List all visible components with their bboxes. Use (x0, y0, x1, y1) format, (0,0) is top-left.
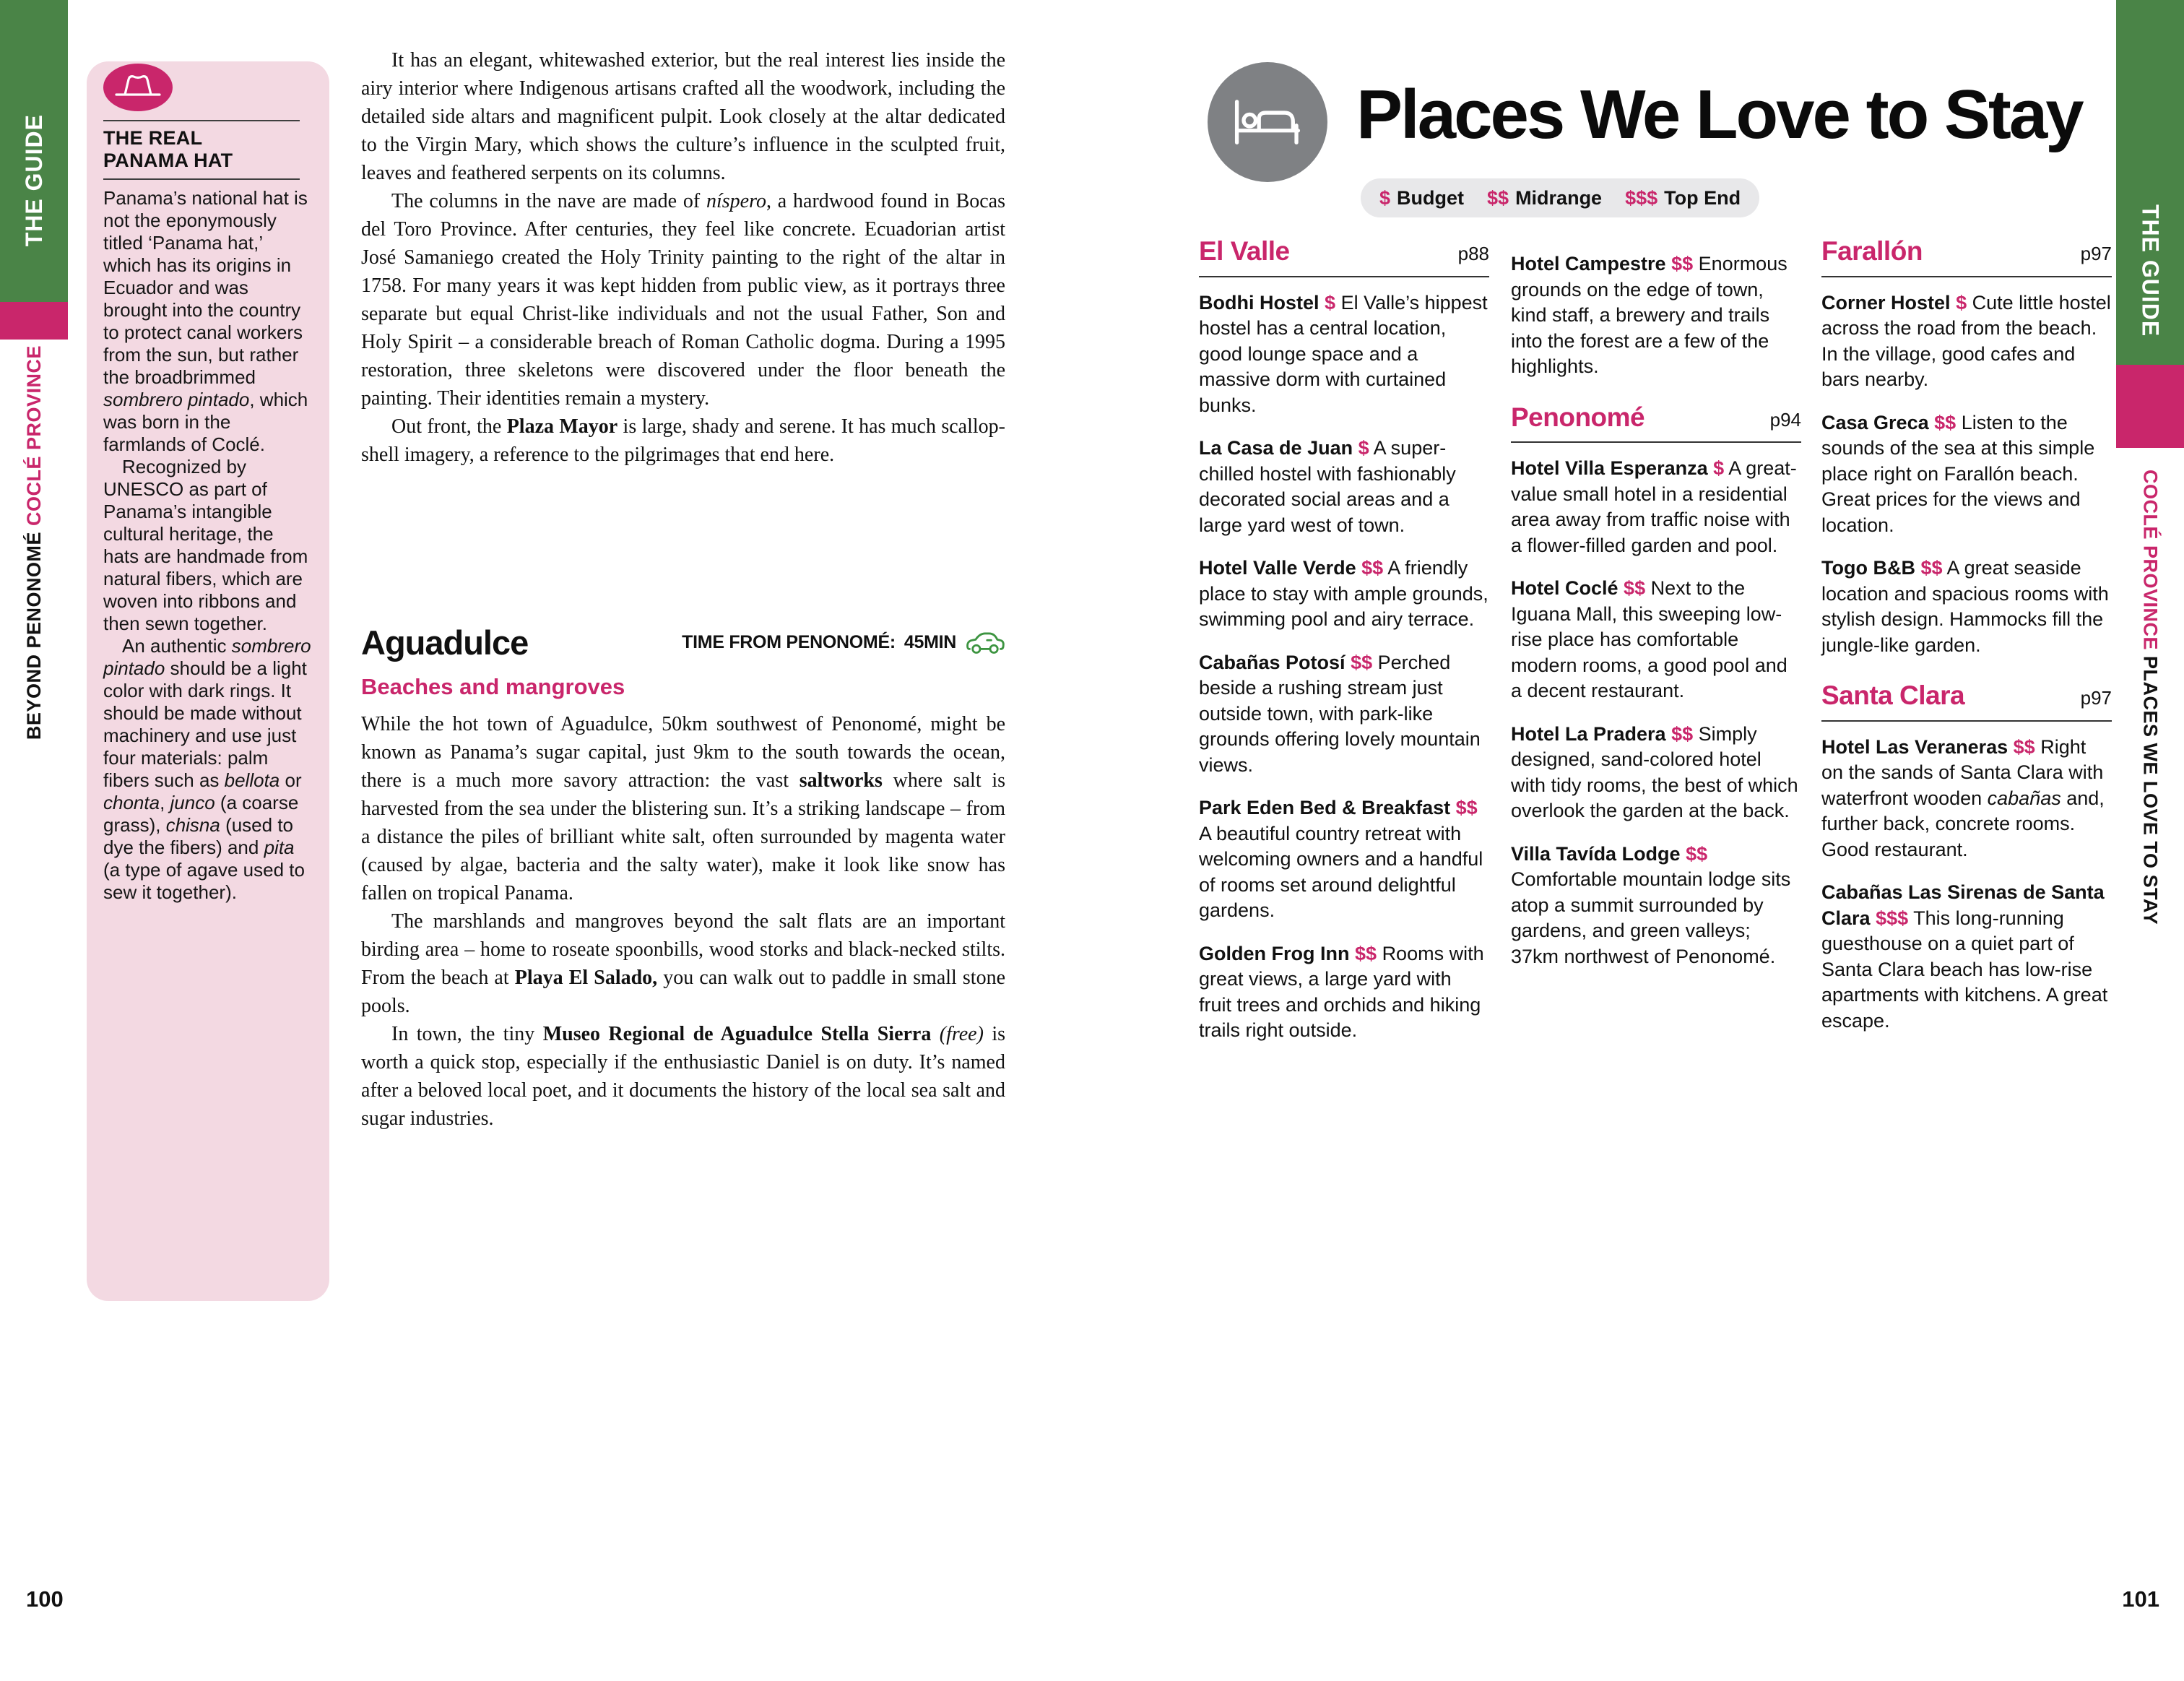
section-title: Penonomé (1511, 402, 1645, 432)
price-indicator: $$ (1361, 557, 1384, 579)
hotel-description: A great-value small hotel in a residential area away from traffic noise with a flower-filled garden and pool. (1511, 457, 1797, 556)
hotel-entry (1199, 436, 1489, 538)
hotel-description: El Valle’s hippest hostel has a central location, good lounge space and a massive dorm with curtained bunks. (1199, 291, 1488, 416)
hotel-description: Simply designed, sand-colored hotel with tidy rooms, the best of which overlook the garden at the back. (1511, 722, 1798, 821)
page-number-right: 101 (2122, 1586, 2159, 1612)
hotel-description: A beautiful country retreat with welcoming owners and a handful of rooms set around delightful gardens. (1199, 822, 1483, 921)
price-tier-label: Budget (1397, 186, 1465, 209)
hotel-name: Togo B&B (1821, 557, 1915, 579)
price-indicator: $ (1713, 457, 1725, 479)
price-indicator: $ (1325, 291, 1336, 314)
price-legend (1361, 178, 1759, 217)
travel-time-badge (682, 629, 1005, 657)
hotel-entry (1199, 941, 1489, 1044)
hotel-description: Cute little hostel across the road from the beach. In the village, good cafes and bars nearby. (1821, 291, 2111, 390)
hotel-description: A great seaside location and spacious rooms with stylish design. Hammocks fill the jungle-like garden. (1821, 557, 2109, 656)
travel-time-value: 45MIN (904, 632, 956, 652)
right-edge-chapter-label (2116, 470, 2184, 1120)
hotel-name: Hotel Las Veraneras (1821, 735, 2008, 758)
hotel-entry (1199, 290, 1489, 419)
right-edge-guide-tab (2116, 177, 2184, 365)
sidebar-rule (103, 178, 300, 180)
hotel-name: La Casa de Juan (1199, 437, 1353, 459)
hotel-entry (1511, 456, 1801, 558)
guide-label: THE GUIDE (20, 114, 47, 247)
hotel-name: Corner Hostel (1821, 291, 1951, 314)
price-tier-label: Top End (1664, 186, 1741, 209)
price-tier-label: Midrange (1515, 186, 1603, 209)
car-icon (965, 629, 1005, 657)
guide-label: THE GUIDE (2137, 204, 2164, 337)
hotel-name: Hotel Campestre (1511, 253, 1666, 275)
listing-column-1 (1199, 238, 1489, 1061)
hotel-name: Park Eden Bed & Breakfast (1199, 797, 1451, 818)
hotel-entry (1821, 290, 2112, 393)
price-indicator: $$ (1355, 942, 1377, 964)
section-heading (1511, 402, 1801, 444)
hotel-description: This long-running guesthouse on a quiet part of Santa Clara beach has low-rise apartments with kitchens. A great escape. (1821, 907, 2108, 1032)
hotel-name: Hotel Valle Verde (1199, 557, 1356, 579)
price-indicator: $$$ (1876, 907, 1909, 929)
travel-time-label: TIME FROM PENONOMÉ: (682, 632, 896, 652)
hotel-description: A friendly place to stay with ample grounds, swimming pool and airy terrace. (1199, 557, 1488, 630)
hotel-name: Hotel Coclé (1511, 577, 1618, 599)
hotel-entry (1821, 556, 2112, 658)
price-symbol: $ (1379, 186, 1391, 209)
section-page-ref: p97 (2080, 687, 2112, 709)
hotel-name: Cabañas Las Sirenas de Santa Clara (1821, 881, 2105, 929)
legend-item (1487, 187, 1602, 209)
hotel-entry (1821, 735, 2112, 863)
hotel-description: Listen to the sounds of the sea at this simple place right on Farallón beach. Great prices for the views and location. (1821, 411, 2095, 536)
price-indicator: $$ (1351, 651, 1373, 673)
price-indicator: $$ (1624, 577, 1646, 599)
hotel-name: Casa Greca (1821, 411, 1929, 433)
hotel-description: Perched beside a rushing stream just outside town, with park-like grounds offering lovely mountain views. (1199, 651, 1481, 776)
price-indicator: $$ (1671, 253, 1694, 275)
bed-icon (1208, 62, 1327, 182)
price-indicator: $ (1358, 437, 1369, 459)
page-title: Places We Love to Stay (1356, 76, 2082, 153)
left-edge-guide-tab (0, 72, 68, 289)
hotel-description: Right on the sands of Santa Clara with waterfront wooden cabañas and, further back, concrete rooms. Good restaurant. (1821, 735, 2105, 860)
price-indicator: $$ (1920, 557, 1943, 579)
listing-column-2 (1511, 238, 1801, 987)
price-indicator: $$ (2013, 735, 2035, 758)
article-paragraph: It has an elegant, whitewashed exterior, but the real interest lies inside the airy interior where Indigenous artisans crafted all the woodwork, including the detailed side altars and magnificent pulpit. Look closely at the altar dedicated to the Virgin Mary, which shows the culture’s influence in the sculpted fruit, leaves and feathered serpents on its columns. (361, 49, 1005, 184)
price-indicator: $$ (1934, 411, 1956, 433)
section-name: BEYOND PENONOMÉ (22, 526, 45, 740)
sidebar-paragraph: Recognized by UNESCO as part of Panama’s intangible cultural heritage, the hats are handmade from natural fibers, which are woven into ribbons and then sewn together. (103, 456, 308, 634)
hotel-name: Bodhi Hostel (1199, 291, 1320, 314)
hotel-description: Rooms with great views, a large yard with fruit trees and orchids and hiking trails right outside. (1199, 942, 1484, 1041)
legend-item (1379, 187, 1464, 209)
hotel-name: Golden Frog Inn (1199, 942, 1350, 964)
hotel-entry (1821, 880, 2112, 1034)
aguadulce-body (361, 710, 1005, 1133)
hotel-entry (1199, 795, 1489, 924)
price-indicator: $$ (1671, 722, 1694, 745)
listing-column-3 (1821, 238, 2112, 1051)
sidebar-body (103, 187, 313, 904)
hotel-description: Enormous grounds on the edge of town, kind staff, a brewery and trails into the forest are a few of the highlights. (1511, 253, 1788, 377)
section-heading: Aguadulce (361, 623, 529, 662)
hotel-description: Comfortable mountain lodge sits atop a summit surrounded by gardens, and green valleys; 37km northwest of Penonomé. (1511, 868, 1791, 967)
section-title: Santa Clara (1821, 680, 1965, 710)
price-indicator: $ (1956, 291, 1967, 314)
article-paragraph: The marshlands and mangroves beyond the salt flats are an important birding area – home to roseate spoonbills, wood storks and black-necked stilts. From the beach at Playa El Salado, you can walk out to paddle in small stone pools. (361, 910, 1006, 1017)
section-heading (1821, 680, 2112, 722)
section-title: Farallón (1821, 236, 1923, 266)
article-body (361, 46, 1005, 469)
article-paragraph: In town, the tiny Museo Regional de Aguadulce Stella Sierra (free) is worth a quick stop, especially if the enthusiastic Daniel is on duty. It’s named after a beloved local poet, and it documents the history of the local sea salt and sugar industries. (361, 1023, 1005, 1130)
hotel-description: A super-chilled hostel with fashionably decorated social areas and a large yard west of town. (1199, 437, 1456, 536)
hotel-entry (1511, 251, 1801, 380)
hotel-name: Villa Tavída Lodge (1511, 842, 1681, 865)
aguadulce-heading-row (361, 623, 1005, 662)
hotel-entry (1511, 576, 1801, 704)
hotel-name: Hotel Villa Esperanza (1511, 457, 1708, 479)
right-edge-pink-block (2116, 365, 2184, 448)
subsection-heading: Beaches and mangroves (361, 674, 625, 699)
hotel-entry (1511, 722, 1801, 824)
sidebar-rule (103, 120, 300, 121)
price-indicator: $$ (1686, 842, 1708, 865)
sidebar-paragraph: An authentic sombrero pintado should be a light color with dark rings. It should be made without machinery and use just four materials: palm fibers such as bellota or chonta, junco (a coarse grass), chisna (used to dye the fibers) and pita (a type of agave used to sew it together). (103, 635, 311, 903)
hotel-name: Hotel La Pradera (1511, 722, 1666, 745)
sidebar-title: THE REAL PANAMA HAT (103, 127, 233, 171)
page-number-left: 100 (26, 1586, 64, 1612)
section-page-ref: p88 (1457, 243, 1489, 264)
article-paragraph: While the hot town of Aguadulce, 50km southwest of Penonomé, might be known as Panama’s sugar capital, just 9km to the south towards the ocean, there is a much more savory attraction: the vast saltworks where salt is harvested from the sea under the blistering sun. It’s a striking landscape – from a distance the piles of brilliant white salt, often surrounded by magenta water (caused by algae, bacteria and the salty water), make it look like snow has fallen on tropical Panama. (361, 713, 1005, 904)
hotel-name: Cabañas Potosí (1199, 651, 1346, 673)
hotel-entry (1199, 650, 1489, 779)
price-indicator: $$ (1455, 797, 1478, 818)
hotel-description: Next to the Iguana Mall, this sweeping low-rise place has comfortable modern rooms, a good pool and a decent restaurant. (1511, 577, 1788, 701)
section-page-ref: p97 (2080, 243, 2112, 264)
section-title: El Valle (1199, 236, 1290, 266)
chapter-name: COCLÉ PROVINCE (2139, 470, 2162, 657)
left-edge-chapter-label (0, 345, 68, 894)
section-name: PLACES WE LOVE TO STAY (2139, 656, 2162, 925)
chapter-name: COCLÉ PROVINCE (22, 345, 45, 527)
article-paragraph: The columns in the nave are made of níspero, a hardwood found in Bocas del Toro Province. After centuries, they feel like concrete. Ecuadorian artist José Samaniego created the Holy Trinity painting to the right of the altar in 1758. For many years it was kept hidden from public view, as it portrays three separate but equal Christ-like individuals and not the usual Father, Son and Holy Spirit – a considerable breach of Roman Catholic dogma. During a 1995 restoration, three skeletons were discovered under the floor beneath the painting. Their identities remain a mystery. (361, 190, 1005, 410)
section-heading (1199, 238, 1489, 277)
hotel-entry (1821, 410, 2112, 539)
legend-item (1625, 187, 1741, 209)
left-edge-pink-block (0, 302, 68, 340)
price-symbol: $$ (1487, 186, 1509, 209)
section-heading (1821, 238, 2112, 277)
chapter-label (2139, 470, 2162, 925)
article-paragraph: Out front, the Plaza Mayor is large, shady and serene. It has much scallop-shell imagery, a reference to the pilgrimages that end here. (361, 415, 1005, 466)
aguadulce-section (361, 623, 1005, 1133)
panama-hat-icon (103, 64, 173, 111)
hotel-entry (1199, 556, 1489, 633)
sidebar-paragraph: Panama’s national hat is not the eponymously titled ‘Panama hat,’ which has its origins in Ecuador and was brought into the country to protect canal workers from the sun, but rather the broadbrimmed sombrero pintado, which was born in the farmlands of Coclé. (103, 187, 308, 455)
section-page-ref: p94 (1769, 408, 1801, 431)
hotel-entry (1511, 842, 1801, 970)
price-symbol: $$$ (1625, 186, 1658, 209)
chapter-label (23, 345, 46, 740)
